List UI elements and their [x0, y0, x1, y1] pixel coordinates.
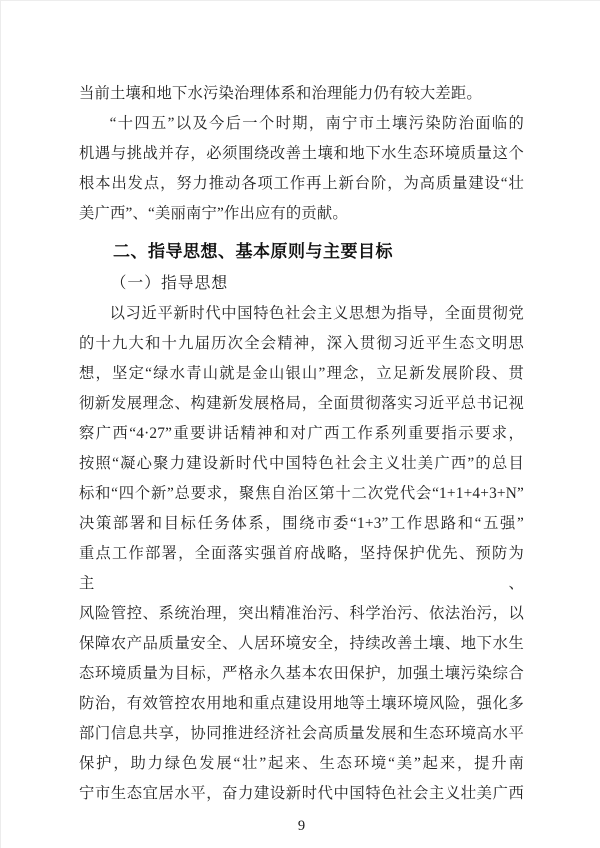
body-text-line: 重点工作部署，全面落实强首府战略，坚持保护优先、预防为主、 [79, 545, 524, 592]
body-text-line: 想，坚定“绿水青山就是金山银山”理念，立足新发展阶段、贯 [79, 365, 524, 382]
body-text-line: 察广西“4·27”重要讲话精神和对广西工作系列重要指示要求， [79, 425, 524, 442]
body-text-line: 风险管控、系统治理，突出精准治污、科学治污、依法治污，以 [79, 605, 524, 622]
body-text-line: 标和“四个新”总要求，聚焦自治区第十二次党代会“1+1+4+3+N” [79, 485, 524, 502]
body-text-line: 以习近平新时代中国特色社会主义思想为指导，全面贯彻党 [109, 305, 524, 322]
body-text-line: 当前土壤和地下水污染治理体系和治理能力仍有较大差距。 [79, 85, 482, 102]
body-text-line: 按照“凝心聚力建设新时代中国特色社会主义壮美广西”的总目 [79, 455, 524, 472]
page-number: 9 [297, 818, 306, 834]
body-text-line: 彻新发展理念、构建新发展格局，全面贯彻落实习近平总书记视 [79, 395, 524, 412]
body-text-line: 宁市生态宜居水平，奋力建设新时代中国特色社会主义壮美广西 [79, 785, 524, 802]
body-text-line: 决策部署和目标任务体系，围绕市委“1+3”工作思路和“五强” [79, 515, 524, 532]
body-text-line: “十四五”以及今后一个时期，南宁市土壤污染防治面临的 [109, 115, 524, 132]
body-text-line: 的十九大和十九届历次全会精神，深入贯彻习近平生态文明思 [79, 335, 524, 352]
body-text-line: 美广西”、“美丽南宁”作出应有的贡献。 [79, 205, 348, 222]
body-text-line: 机遇与挑战并存，必须围绕改善土壤和地下水生态环境质量这个 [79, 145, 524, 162]
body-text-line: 保障农产品质量安全、人居环境安全，持续改善土壤、地下水生 [79, 635, 524, 652]
subsection-heading: （一）指导思想 [110, 275, 229, 292]
body-text-line: 态环境质量为目标，严格永久基本农田保护，加强土壤污染综合 [79, 665, 524, 682]
body-text-line: 部门信息共享，协同推进经济社会高质量发展和生态环境高水平 [79, 725, 524, 742]
body-text-line: 防治，有效管控农用地和重点建设用地等土壤环境风险，强化多 [79, 695, 524, 712]
body-text-line: 根本出发点，努力推动各项工作再上新台阶，为高质量建设“壮 [79, 175, 524, 192]
section-heading: 二、指导思想、基本原则与主要目标 [113, 242, 393, 261]
body-text-line: 保护，助力绿色发展“壮”起来、生态环境“美”起来，提升南 [79, 755, 524, 772]
